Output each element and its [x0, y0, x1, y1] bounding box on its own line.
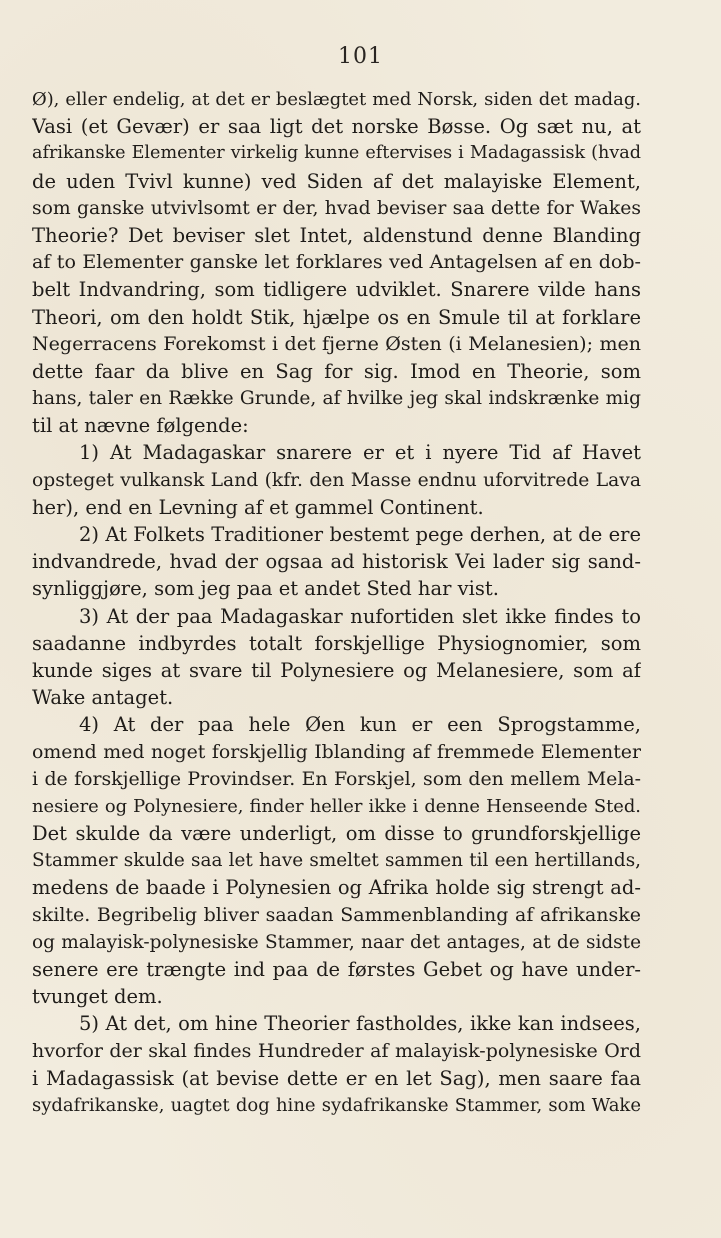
text-line: tvunget dem. [32, 985, 163, 1009]
text-line: af to Elementer ganske let forklares ved Antagelsen af en dob- [32, 251, 641, 274]
body-text [32, 86, 641, 1119]
text-line: Negerracens Forekomst i det fjerne Østen (i Melanesien); men [32, 332, 641, 355]
text-line: omend med noget forskjellig Iblanding af fremmede Elementer [32, 740, 641, 763]
text-line: og malayisk-polynesiske Stammer, naar det antages, at de sidste [32, 931, 641, 953]
text-line: dette faar da blive en Sag for sig. Imod en Theorie, som [32, 359, 641, 383]
text-line: Theori, om den holdt Stik, hjælpe os en Smule til at forklare [32, 305, 641, 329]
text-line: de uden Tvivl kunne) ved Siden af det malayiske Element, [32, 169, 641, 193]
text-line: her), end en Levning af et gammel Continent. [32, 495, 484, 519]
text-line: i de forskjellige Provindser. En Forskjel, som den mellem Mela- [32, 767, 641, 790]
text-line: 4) At der paa hele Øen kun er een Sprogstamme, [79, 713, 641, 737]
text-line: Vasi (et Gevær) er saa ligt det norske Bøsse. Og sæt nu, at [32, 115, 641, 139]
text-line: indvandrede, hvad der ogsaa ad historisk Vei lader sig sand- [32, 550, 641, 574]
text-line: nesiere og Polynesiere, finder heller ikke i denne Henseende Sted. [32, 795, 641, 817]
text-line: i Madagassisk (at bevise dette er en let Sag), men saare faa [32, 1066, 641, 1090]
text-line: synliggjøre, som jeg paa et andet Sted har vist. [32, 577, 499, 601]
text-line: saadanne indbyrdes totalt forskjellige Physiognomier, som [32, 631, 641, 655]
page-number: 101 [338, 44, 383, 69]
text-line: afrikanske Elementer virkelig kunne eftervises i Madagassisk (hvad [32, 143, 641, 164]
text-line: medens de baade i Polynesien og Afrika holde sig strengt ad- [32, 876, 641, 900]
text-line: hvorfor der skal findes Hundreder af malayisk-polynesiske Ord [32, 1039, 641, 1062]
text-line: senere ere trængte ind paa de førstes Gebet og have under- [32, 958, 641, 981]
text-line: Wake antaget. [32, 686, 174, 710]
text-line: belt Indvandring, som tidligere udviklet. Snarere vilde hans [32, 278, 641, 302]
text-line: hans, taler en Række Grunde, af hvilke jeg skal indskrænke mig [32, 388, 641, 410]
text-line: skilte. Begribelig bliver saadan Sammenblanding af afrikanske [32, 903, 641, 926]
text-line: som ganske utvivlsomt er der, hvad beviser saa dette for Wakes [32, 197, 641, 219]
text-line: Ø), eller endelig, at det er beslægtet med Norsk, siden det madag. [32, 89, 641, 110]
text-line: til at nævne følgende: [32, 414, 249, 438]
text-line: sydafrikanske, uagtet dog hine sydafrikanske Stammer, som Wake [32, 1094, 641, 1116]
text-line: Det skulde da være underligt, om disse to grundforskjellige [32, 822, 641, 846]
text-line: 3) At der paa Madagaskar nufortiden slet ikke findes to [79, 604, 641, 628]
text-line: Stammer skulde saa let have smeltet sammen til een hertillands, [32, 850, 641, 872]
text-line: opsteget vulkansk Land (kfr. den Masse endnu uforvitrede Lava [32, 469, 641, 491]
text-line: 2) At Folkets Traditioner bestemt pege derhen, at de ere [79, 523, 641, 546]
text-line: 5) At det, om hine Theorier fastholdes, ikke kan indsees, [79, 1012, 641, 1036]
text-line: kunde siges at svare til Polynesiere og Melanesiere, som af [32, 658, 641, 682]
text-line: 1) At Madagaskar snarere er et i nyere Tid af Havet [79, 441, 641, 465]
text-line: Theorie? Det beviser slet Intet, aldenstund denne Blanding [32, 223, 641, 247]
